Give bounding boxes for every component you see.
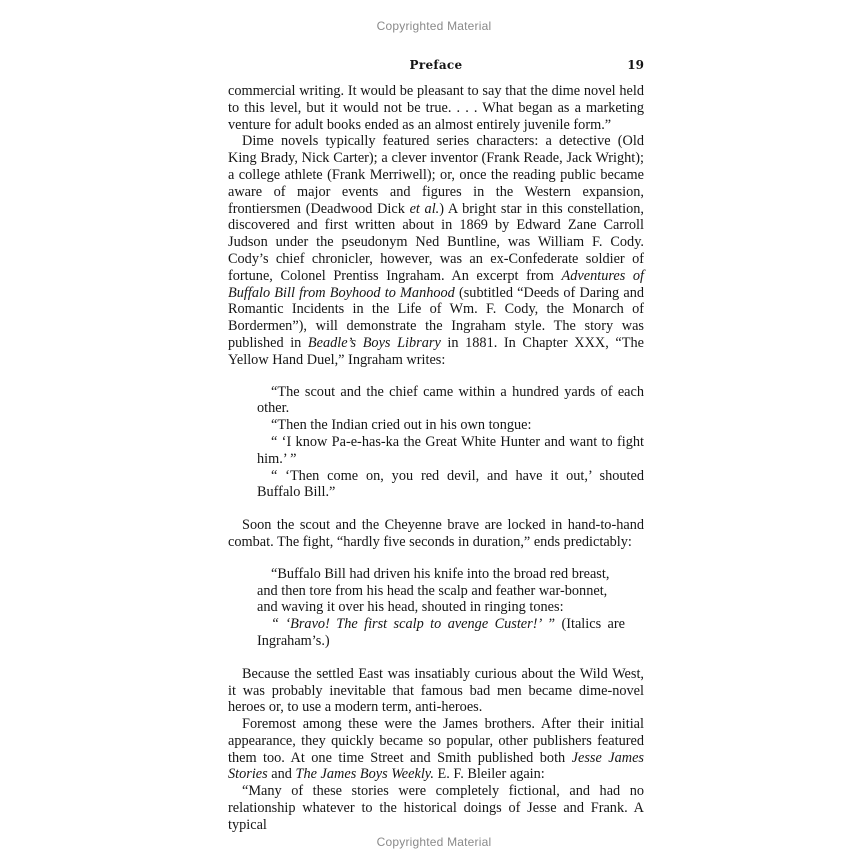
paragraph: [228, 133, 644, 368]
paragraph: [228, 716, 644, 783]
quote-line: “ ‘Then come on, you red devil, and have it out,’ shouted Buffalo Bill.”: [257, 467, 644, 501]
text-run: Dime novels typically featured series characters: a detective (Old King Brady, Nick Carter); a clever inventor (Frank Reade, Jack Wright); a college athlete (Frank Merriwell); or, once the reading public became aware of major events and figures in the Western expansion, frontiersmen (Deadwood Dick: [228, 133, 644, 217]
italic-text: et al.: [409, 200, 440, 217]
page-header: [228, 58, 644, 76]
running-head: Preface: [409, 58, 463, 72]
quote-line: “ ‘I know Pa-e-has-ka the Great White Hunter and want to fight him.’ ”: [257, 433, 644, 467]
block-quote: [228, 566, 644, 650]
quote-line: and waving it over his head, shouted in ringing tones:: [257, 599, 564, 616]
body-text: [228, 83, 644, 834]
text-run: E. F. Bleiler again:: [433, 766, 545, 783]
text-run: ) A bright star in this constellation, discovered and first written about in 1869 by Edward Zane Carroll Judson under the pseudonym Ned Buntline, was William F. Cody. Cody’s chief chronicler, however, was an ex-Confederate soldier of fortune, Colonel Prentiss Ingraham. An excerpt from: [228, 200, 644, 284]
text-run: (Italics are Ingraham’s.): [257, 616, 626, 649]
copyright-watermark-top: Copyrighted Material: [376, 19, 492, 33]
page-number: 19: [627, 58, 644, 72]
periodical-title: Jesse James Stories: [228, 749, 644, 783]
paragraph: Because the settled East was insatiably curious about the Wild West, it was probably inevitable that famous bad men became dime-novel heroes or, to use a modern term, anti-heroes.: [228, 665, 644, 716]
quote-line: and then tore from his head the scalp and feather war-bonnet,: [257, 582, 608, 599]
paragraph: commercial writing. It would be pleasant to say that the dime novel held to this level, but it would not be true. . . . What began as a marketing venture for adult books ended as an almost entirely juvenile form.”: [228, 83, 644, 133]
text-run: Foremost among these were the James brothers. After their initial appearance, they quickly became so popular, other publishers featured them too. At one time Street and Smith published both: [228, 716, 644, 766]
italic-text: “ ‘Bravo! The first scalp to avenge Custer!’ ”: [271, 616, 556, 633]
block-quote: [228, 384, 644, 502]
copyright-watermark-bottom: Copyrighted Material: [376, 835, 492, 849]
periodical-title: The James Boys Weekly.: [295, 766, 434, 783]
text-run: and: [267, 766, 296, 783]
paragraph: Soon the scout and the Cheyenne brave are locked in hand-to-hand combat. The fight, “hardly five seconds in duration,” ends predictably:: [228, 517, 644, 550]
quote-line: “Buffalo Bill had driven his knife into the broad red breast,: [271, 565, 610, 582]
text-run: (subtitled “Deeds of Daring and Romantic Incidents in the Life of Wm. F. Cody, the Monarch of Bordermen”), will demonstrate the Ingraham style. The story was published in: [228, 284, 644, 351]
quote-line: [257, 616, 625, 650]
book-title: Beadle’s Boys Library: [307, 334, 441, 351]
paragraph: “Many of these stories were completely fictional, and had no relationship whatever to the historical doings of Jesse and Frank. A typical: [228, 783, 644, 833]
text-run: in 1881. In Chapter XXX, “The Yellow Hand Duel,” Ingraham writes:: [228, 334, 644, 368]
book-title: Adventures of Buffalo Bill from Boyhood to Manhood: [228, 267, 645, 301]
quote-line: “Then the Indian cried out in his own tongue:: [271, 417, 532, 434]
quote-line: “The scout and the chief came within a hundred yards of each other.: [257, 383, 644, 417]
